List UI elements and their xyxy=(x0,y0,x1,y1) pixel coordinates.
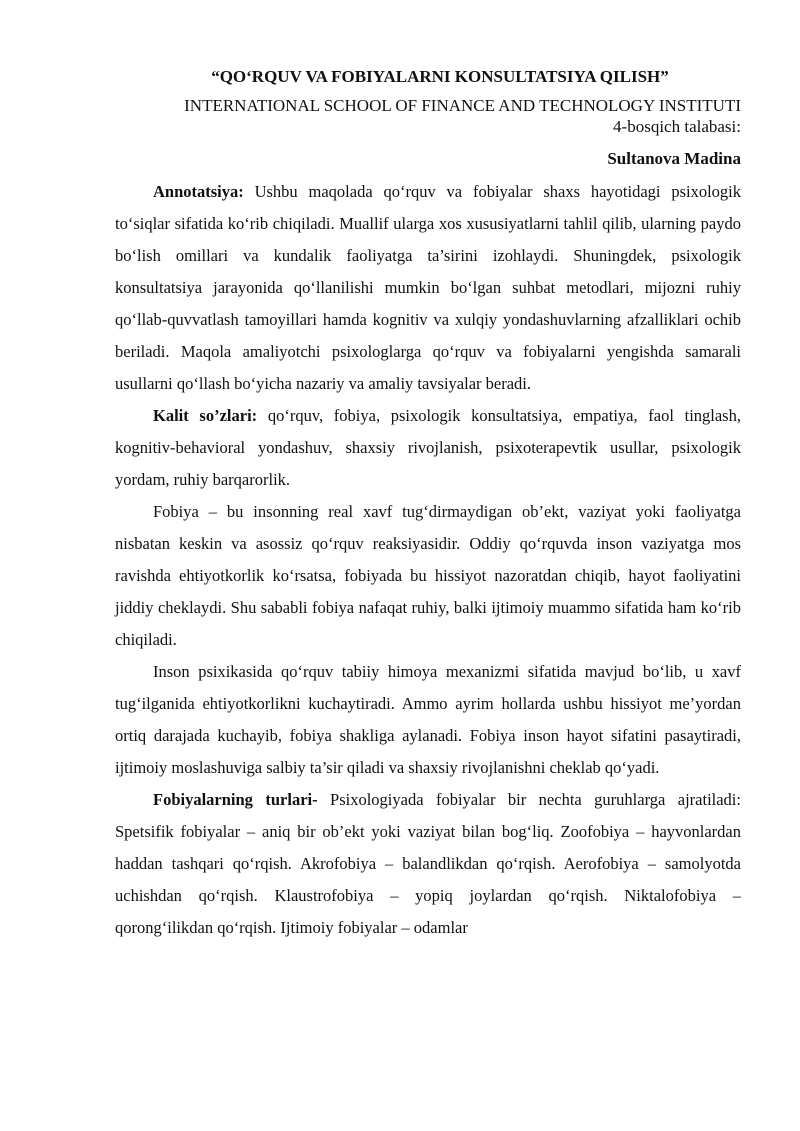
abstract-text: Ushbu maqolada qo‘rquv va fobiyalar shaxs hayotidagi psixologik to‘siqlar sifatida ko‘rib chiqiladi. Muallif ularga xos xususiyatlarni tahlil qilib, ularning paydo bo‘lish omillari va kundalik faoliyatga ta’sirini izohlaydi. Shuningdek, psixologik konsultatsiya jarayonida qo‘llanilishi mumkin bo‘lgan suhbat metodlari, mijozni ruhiy qo‘llab-quvvatlash tamoyillari hamda kognitiv va xulqiy yondashuvlarning afzalliklari ochib beriladi. Maqola amaliyotchi psixologlarga qo‘rquv va fobiyalarni yengishda samarali usullarni qo‘llash bo‘yicha nazariy va amaliy tavsiyalar beradi. xyxy=(115,182,741,393)
institute-name: INTERNATIONAL SCHOOL OF FINANCE AND TECHNOLOGY INSTITUTI xyxy=(184,96,741,115)
article-title: “QO‘RQUV VA FOBIYALARNI KONSULTATSIYA QILISH” xyxy=(211,67,669,86)
body-paragraph-fear-mechanism xyxy=(115,656,741,784)
body-paragraph-text: Fobiya – bu insonning real xavf tug‘dirmaydigan ob’ekt, vaziyat yoki faoliyatga nisbatan keskin va asossiz qo‘rquv reaksiyasidir. Oddiy qo‘rquvda inson vaziyatga mos ravishda ehtiyotkorlik ko‘rsatsa, fobiyada bu hissiyot nazoratdan chiqib, hayot faoliyatini jiddiy cheklaydi. Shu sababli fobiya nafaqat ruhiy, balki ijtimoiy muammo sifatida ham ko‘rib chiqiladi. xyxy=(115,502,741,649)
phobia-types-lead: Fobiyalarning turlari- xyxy=(153,790,318,809)
abstract-paragraph xyxy=(115,176,741,400)
keywords-paragraph xyxy=(115,400,741,496)
keywords-text: qo‘rquv, fobiya, psixologik konsultatsiya, empatiya, faol tinglash, kognitiv-behavioral yondashuv, shaxsiy rivojlanish, psixoterapevtik usullar, psixologik yordam, ruhiy barqarorlik. xyxy=(115,406,741,489)
abstract-lead: Annotatsiya: xyxy=(153,182,244,201)
author-name: Sultanova Madina xyxy=(607,149,741,168)
phobia-types-text: Psixologiyada fobiyalar bir nechta guruhlarga ajratiladi: Spetsifik fobiyalar – aniq bir ob’ekt yoki vaziyat bilan bog‘liq. Zoofobiya – hayvonlardan haddan tashqari qo‘rqish. Akrofobiya – balandlikdan qo‘rqish. Aerofobiya – samolyotda uchishdan qo‘rqish. Klaustrofobiya – yopiq joylardan qo‘rqish. Niktalofobiya – qorong‘ilikdan qo‘rqish. Ijtimoiy fobiyalar – odamlar xyxy=(115,790,741,937)
document-page xyxy=(115,66,741,944)
body-paragraph-fobiya-definition xyxy=(115,496,741,656)
body-paragraph-text: Inson psixikasida qo‘rquv tabiiy himoya mexanizmi sifatida mavjud bo‘lib, u xavf tug‘ilganida ehtiyotkorlikni kuchaytiradi. Ammo ayrim hollarda ushbu hissiyot me’yordan ortiq darajada kuchayib, fobiya shakliga aylanadi. Fobiya inson hayot sifatini pasaytiradi, ijtimoiy moslashuviga salbiy ta’sir qiladi va shaxsiy rivojlanishni cheklab qo‘yadi. xyxy=(115,662,741,777)
keywords-lead: Kalit so’zlari: xyxy=(153,406,258,425)
student-stage: 4-bosqich talabasi: xyxy=(613,117,741,136)
body-paragraph-phobia-types xyxy=(115,784,741,944)
